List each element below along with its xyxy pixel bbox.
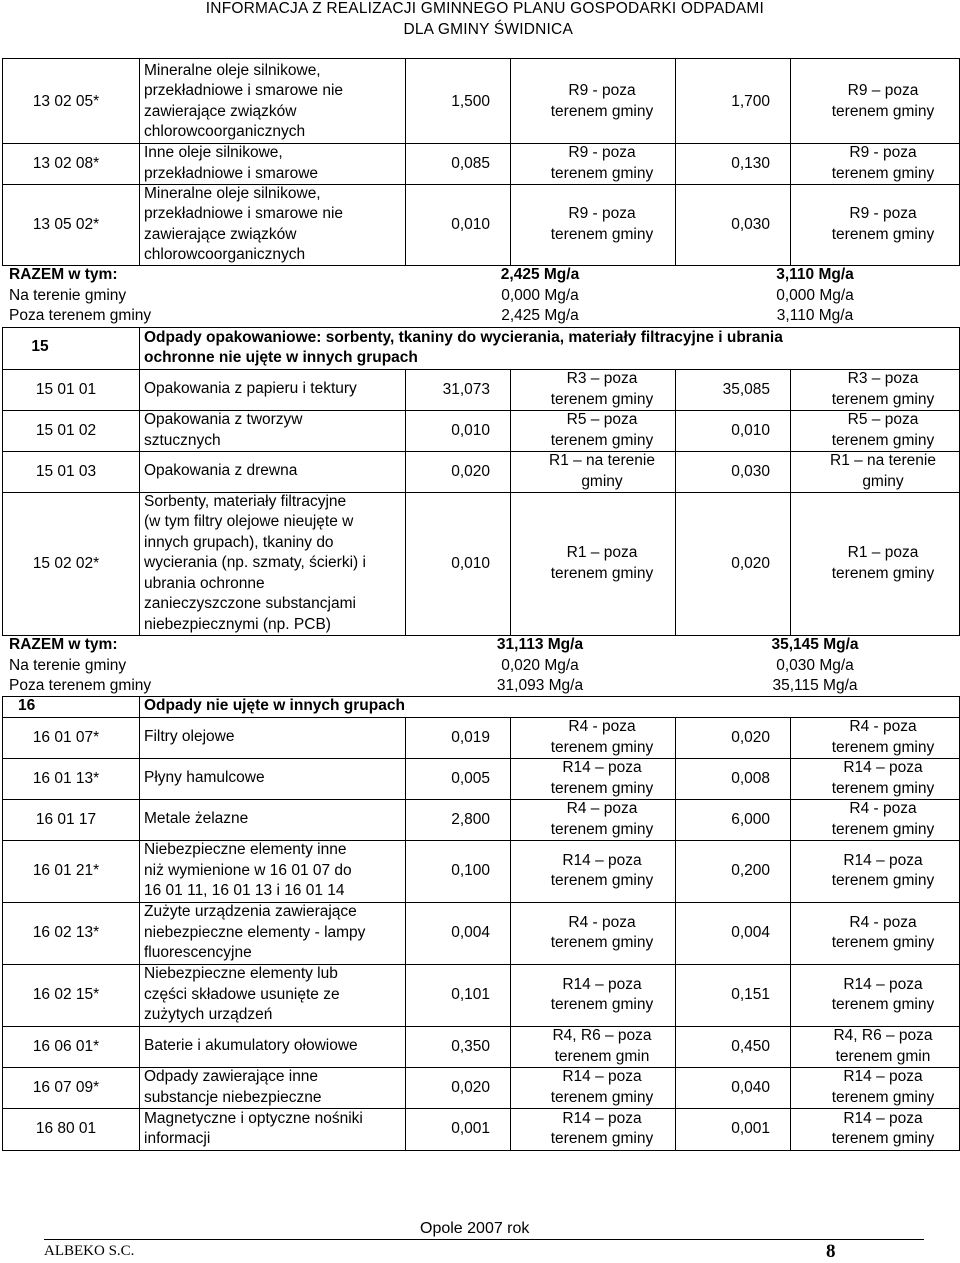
- waste-name: Metale żelazne: [144, 810, 249, 828]
- recovery-method-2005: terenem gminy: [550, 820, 654, 838]
- table-rule: [510, 717, 511, 1150]
- recovery-method-2005: terenem gmin: [554, 1047, 650, 1065]
- recovery-method-2005: terenem gminy: [550, 934, 654, 951]
- waste-name: przekładniowe i smarowe nie: [144, 82, 344, 99]
- page-number: 8: [826, 1241, 836, 1262]
- quantity-2005: 0,010: [451, 215, 490, 233]
- waste-code: 13 02 08*: [32, 154, 100, 172]
- recovery-method-2006: terenem gminy: [831, 820, 935, 838]
- recovery-method-2005: terenem gminy: [550, 564, 654, 582]
- waste-name: przekładniowe i smarowe nie: [144, 205, 344, 222]
- quantity-2006: 0,450: [731, 1037, 770, 1055]
- quantity-2005: 0,010: [451, 554, 490, 572]
- quantity-2005: 31,073: [442, 380, 490, 398]
- table-rule: [44, 1239, 924, 1240]
- summary-label: Poza terenem gminy: [9, 677, 152, 694]
- recovery-method-2006: R1 – na terenie: [830, 452, 936, 469]
- waste-code: 16 02 13*: [32, 924, 100, 941]
- waste-code: 13 02 05*: [32, 92, 100, 110]
- recovery-method-2005: R14 – poza: [562, 1068, 642, 1085]
- table-rule: [2, 696, 3, 717]
- summary-total-2006: 3,110 Mg/a: [776, 307, 854, 324]
- recovery-method-2005: terenem gminy: [550, 738, 654, 756]
- table-rule: [405, 717, 406, 1150]
- waste-code: 16 01 21*: [32, 862, 100, 879]
- waste-name: Mineralne oleje silnikowe,: [144, 184, 321, 202]
- recovery-method-2006: gminy: [862, 472, 904, 490]
- recovery-method-2005: terenem gminy: [550, 102, 654, 120]
- waste-code: 16 01 07*: [32, 728, 100, 746]
- group-title: Odpady nie ujęte w innych grupach: [144, 697, 405, 714]
- table-rule: [2, 369, 3, 635]
- recovery-method-2005: R4 - poza: [568, 913, 636, 931]
- table-rule: [405, 58, 406, 266]
- quantity-2006: 0,001: [731, 1120, 770, 1137]
- recovery-method-2006: R4 - poza: [849, 913, 917, 931]
- table-rule: [510, 369, 511, 635]
- summary-total-2005: 31,093 Mg/a: [496, 677, 584, 694]
- recovery-method-2005: R4, R6 – poza: [552, 1027, 652, 1044]
- recovery-method-2006: R1 – poza: [847, 544, 919, 561]
- recovery-method-2005: R4 - poza: [568, 718, 636, 735]
- waste-code: 15 01 01: [35, 380, 97, 398]
- quantity-2005: 0,100: [451, 862, 490, 879]
- summary-total-2006: 35,145 Mg/a: [771, 636, 859, 653]
- waste-name: przekładniowe i smarowe: [144, 164, 319, 182]
- waste-name: zawierające związków: [144, 102, 297, 120]
- header-subtitle: DLA GMINY ŚWIDNICA: [403, 21, 573, 38]
- recovery-method-2006: R14 – poza: [843, 1109, 923, 1127]
- quantity-2005: 0,350: [451, 1037, 490, 1055]
- summary-label: RAZEM w tym:: [9, 636, 118, 653]
- recovery-method-2006: terenem gminy: [831, 779, 935, 797]
- table-rule: [139, 58, 140, 266]
- waste-name: zawierające związków: [144, 225, 297, 243]
- group-number: 16: [18, 697, 36, 714]
- summary-total-2006: 35,115 Mg/a: [772, 677, 858, 694]
- quantity-2006: 0,020: [731, 554, 770, 572]
- recovery-method-2006: terenem gminy: [831, 934, 935, 951]
- waste-name: chlorowcoorganicznych: [144, 246, 306, 263]
- recovery-method-2006: R3 – poza: [847, 370, 919, 387]
- summary-total-2006: 3,110 Mg/a: [776, 266, 854, 283]
- waste-code: 15 02 02*: [32, 554, 100, 572]
- recovery-method-2005: terenem gminy: [550, 996, 654, 1013]
- waste-name: fluorescencyjne: [144, 944, 252, 962]
- recovery-method-2005: R5 – poza: [566, 411, 638, 428]
- waste-name: Mineralne oleje silnikowe,: [144, 61, 321, 79]
- table-rule: [675, 58, 676, 266]
- recovery-method-2005: R4 – poza: [566, 800, 638, 817]
- recovery-method-2006: terenem gminy: [831, 225, 935, 243]
- waste-name: Inne oleje silnikowe,: [144, 144, 283, 161]
- recovery-method-2006: terenem gminy: [831, 1088, 935, 1106]
- quantity-2006: 0,030: [731, 215, 770, 233]
- quantity-2005: 0,101: [451, 986, 490, 1003]
- recovery-method-2005: R14 – poza: [562, 851, 642, 869]
- quantity-2006: 0,030: [731, 462, 770, 480]
- table-rule: [675, 717, 676, 1150]
- quantity-2006: 6,000: [731, 810, 770, 828]
- company-name: ALBEKO S.C.: [44, 1243, 135, 1259]
- recovery-method-2006: R9 - poza: [849, 205, 917, 222]
- quantity-2006: 0,151: [731, 986, 770, 1003]
- recovery-method-2006: terenem gminy: [831, 996, 935, 1013]
- waste-code: 16 01 17: [35, 810, 97, 828]
- waste-name: sztucznych: [144, 431, 221, 449]
- summary-total-2006: 0,000 Mg/a: [776, 287, 854, 304]
- group-title: ochronne nie ujęte w innych grupach: [144, 349, 418, 366]
- recovery-method-2006: R14 – poza: [843, 759, 923, 776]
- waste-name: Filtry olejowe: [144, 728, 235, 746]
- recovery-method-2005: terenem gminy: [550, 225, 654, 243]
- recovery-method-2006: R9 - poza: [849, 144, 917, 161]
- waste-name: Baterie i akumulatory ołowiowe: [144, 1037, 358, 1055]
- table-rule: [790, 58, 791, 266]
- summary-total-2005: 0,000 Mg/a: [501, 287, 579, 304]
- waste-name: substancje niebezpieczne: [144, 1088, 322, 1106]
- waste-name: (w tym filtry olejowe nieujęte w: [144, 513, 354, 531]
- waste-code: 16 80 01: [35, 1120, 97, 1137]
- recovery-method-2005: R14 – poza: [562, 1109, 642, 1127]
- table-rule: [790, 369, 791, 635]
- recovery-method-2005: R14 – poza: [562, 759, 642, 776]
- quantity-2006: 0,010: [731, 421, 770, 439]
- recovery-method-2005: R9 - poza: [568, 144, 636, 161]
- waste-name: Opakowania z tworzyw: [144, 411, 303, 428]
- quantity-2006: 1,700: [731, 92, 770, 110]
- table-rule: [405, 369, 406, 635]
- quantity-2005: 0,020: [451, 1078, 490, 1096]
- recovery-method-2005: terenem gminy: [550, 872, 654, 889]
- waste-name: niż wymienione w 16 01 07 do: [144, 861, 352, 879]
- quantity-2005: 0,019: [451, 728, 490, 746]
- summary-total-2006: 0,030 Mg/a: [776, 657, 854, 674]
- quantity-2005: 0,004: [451, 924, 490, 941]
- quantity-2005: 0,010: [451, 421, 490, 439]
- quantity-2005: 0,005: [451, 769, 490, 787]
- quantity-2005: 0,020: [451, 462, 490, 480]
- waste-name: Zużyte urządzenia zawierające: [144, 903, 357, 921]
- recovery-method-2005: terenem gminy: [550, 164, 654, 182]
- waste-name: Odpady zawierające inne: [144, 1068, 319, 1085]
- recovery-method-2006: R14 – poza: [843, 851, 923, 869]
- waste-name: ubrania ochronne: [144, 574, 265, 592]
- table-rule: [2, 58, 3, 266]
- table-rule: [2, 58, 960, 59]
- recovery-method-2005: terenem gminy: [550, 431, 654, 449]
- waste-name: informacji: [144, 1130, 211, 1147]
- recovery-method-2005: R1 – poza: [566, 544, 638, 561]
- waste-name: Płyny hamulcowe: [144, 769, 265, 787]
- quantity-2006: 0,130: [731, 154, 770, 172]
- quantity-2006: 0,020: [731, 728, 770, 746]
- quantity-2006: 0,200: [731, 862, 770, 879]
- recovery-method-2005: R14 – poza: [562, 975, 642, 993]
- summary-label: Na terenie gminy: [9, 657, 127, 674]
- waste-name: chlorowcoorganicznych: [144, 123, 306, 140]
- waste-name: zanieczyszczone substancjami: [144, 595, 356, 613]
- waste-name: Opakowania z papieru i tektury: [144, 380, 357, 398]
- recovery-method-2006: terenem gminy: [831, 431, 935, 449]
- recovery-method-2006: R4, R6 – poza: [833, 1027, 933, 1044]
- recovery-method-2005: R1 – na terenie: [549, 452, 655, 469]
- recovery-method-2006: terenem gminy: [831, 872, 935, 889]
- waste-name: niebezpieczne elementy - lampy: [144, 923, 366, 941]
- quantity-2006: 35,085: [722, 380, 770, 398]
- group-number: 15: [31, 338, 49, 355]
- recovery-method-2006: R4 - poza: [849, 800, 917, 817]
- table-rule: [139, 369, 140, 635]
- waste-name: 16 01 11, 16 01 13 i 16 01 14: [144, 882, 345, 900]
- quantity-2006: 0,008: [731, 769, 770, 787]
- summary-label: RAZEM w tym:: [9, 266, 118, 283]
- waste-code: 15 01 02: [35, 421, 97, 439]
- group-title: Odpady opakowaniowe: sorbenty, tkaniny do wycierania, materiały filtracyjne i ubrania: [144, 329, 783, 346]
- recovery-method-2006: R14 – poza: [843, 975, 923, 993]
- table-rule: [139, 717, 140, 1150]
- waste-code: 16 07 09*: [32, 1078, 100, 1096]
- summary-total-2005: 31,113 Mg/a: [496, 636, 584, 653]
- recovery-method-2006: terenem gminy: [831, 1130, 935, 1147]
- summary-total-2005: 2,425 Mg/a: [500, 266, 580, 283]
- recovery-method-2006: terenem gminy: [831, 564, 935, 582]
- waste-name: części składowe usunięte ze: [144, 985, 340, 1003]
- waste-code: 16 01 13*: [32, 769, 100, 787]
- waste-name: Niebezpieczne elementy lub: [144, 965, 338, 983]
- recovery-method-2005: R9 - poza: [568, 205, 636, 222]
- recovery-method-2006: R5 – poza: [847, 411, 919, 428]
- table-rule: [675, 369, 676, 635]
- waste-name: Sorbenty, materiały filtracyjne: [144, 492, 347, 510]
- recovery-method-2005: terenem gminy: [550, 1130, 654, 1147]
- recovery-method-2005: terenem gminy: [550, 390, 654, 408]
- recovery-method-2006: R14 – poza: [843, 1068, 923, 1085]
- table-rule: [2, 1150, 960, 1151]
- table-rule: [790, 717, 791, 1150]
- waste-name: innych grupach), tkaniny do: [144, 533, 334, 551]
- recovery-method-2006: terenem gminy: [831, 738, 935, 756]
- recovery-method-2005: gminy: [581, 472, 623, 490]
- quantity-2005: 1,500: [451, 92, 490, 110]
- recovery-method-2005: R9 - poza: [568, 82, 636, 99]
- waste-code: 15 01 03: [35, 462, 97, 480]
- recovery-method-2006: terenem gminy: [831, 164, 935, 182]
- recovery-method-2006: terenem gminy: [831, 390, 935, 408]
- recovery-method-2005: terenem gminy: [550, 779, 654, 797]
- summary-label: Na terenie gminy: [9, 287, 127, 304]
- quantity-2006: 0,040: [731, 1078, 770, 1096]
- quantity-2005: 2,800: [451, 810, 490, 828]
- summary-label: Poza terenem gminy: [9, 307, 152, 324]
- quantity-2005: 0,001: [451, 1120, 490, 1137]
- waste-name: wycierania (np. szmaty, ścierki) i: [144, 554, 366, 572]
- recovery-method-2006: R9 – poza: [847, 82, 919, 99]
- table-rule: [510, 58, 511, 266]
- recovery-method-2006: terenem gmin: [835, 1047, 931, 1065]
- waste-name: niebezpiecznymi (np. PCB): [144, 615, 331, 633]
- waste-name: Opakowania z drewna: [144, 462, 298, 480]
- table-rule: [139, 327, 140, 369]
- summary-total-2005: 2,425 Mg/a: [501, 307, 579, 324]
- header-title: INFORMACJA Z REALIZACJI GMINNEGO PLANU GOSPODARKI ODPADAMI: [205, 0, 764, 17]
- waste-name: Magnetyczne i optyczne nośniki: [144, 1109, 363, 1127]
- recovery-method-2005: terenem gminy: [550, 1088, 654, 1106]
- table-rule: [139, 696, 140, 717]
- recovery-method-2006: terenem gminy: [831, 102, 935, 120]
- footer-place-date: Opole 2007 rok: [420, 1220, 530, 1237]
- quantity-2006: 0,004: [731, 924, 770, 941]
- waste-code: 16 02 15*: [32, 986, 100, 1003]
- waste-name: Niebezpieczne elementy inne: [144, 841, 347, 859]
- waste-name: zużytych urządzeń: [144, 1006, 273, 1024]
- waste-code: 16 06 01*: [32, 1037, 100, 1055]
- waste-code: 13 05 02*: [32, 215, 100, 233]
- summary-total-2005: 0,020 Mg/a: [501, 657, 579, 674]
- table-rule: [2, 717, 3, 1150]
- recovery-method-2005: R3 – poza: [566, 370, 638, 387]
- quantity-2005: 0,085: [451, 154, 490, 172]
- recovery-method-2006: R4 - poza: [849, 718, 917, 735]
